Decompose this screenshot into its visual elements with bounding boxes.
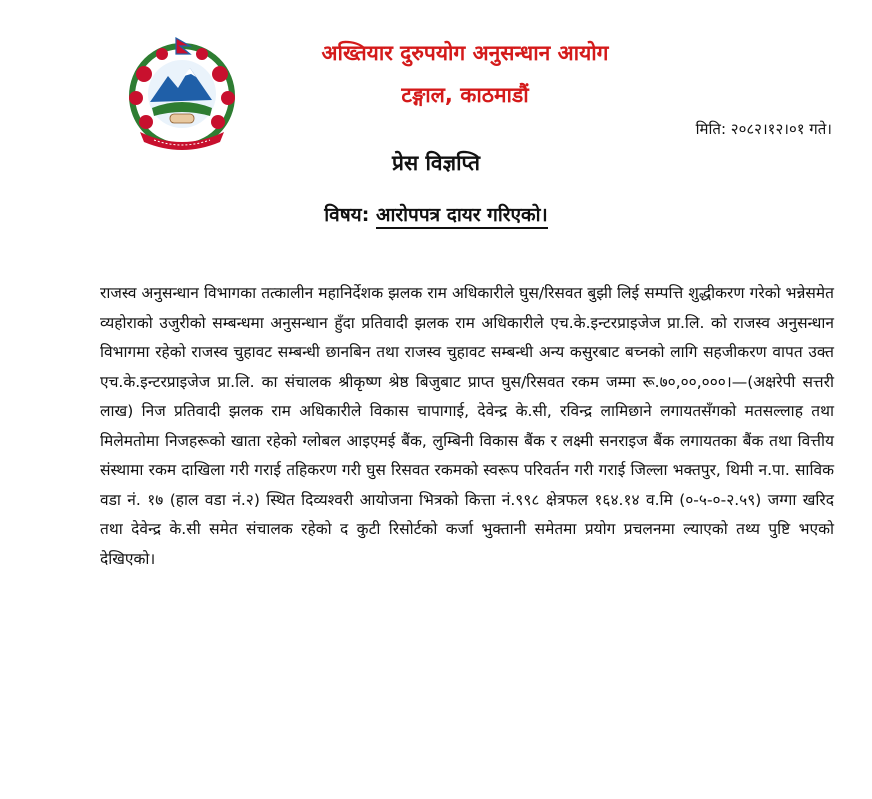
body-paragraph: राजस्व अनुसन्धान विभागका तत्कालीन महानिर्देशक झलक राम अधिकारीले घुस/रिसवत बुझी लिई सम्पत्ति शुद्धीकरण गरेको भन्नेसमेत व्यहोराको उजुरीको सम्बन्धमा अनुसन्धान हुँदा प्रतिवादी झलक राम अधिकारीले एच.के.इन्टरप्राइजेज प्रा.लि. को राजस्व अनुसन्धान विभागमा रहेको राजस्व चुहावट सम्बन्धी छानबिन तथा राजस्व चुहावट सम्बन्धी अन्य कसुरबाट बच्नको लागि सहजीकरण वापत उक्त एच.के.इन्टरप्राइजेज प्रा.लि. का संचालक श्रीकृष्ण श्रेष्ठ बिजुबाट प्राप्त घुस/रिसवत रकम जम्मा रू.७०,००,०००।—(अक्षरेपी सत्तरी लाख) निज प्रतिवादी झलक राम अधिकारीले विकास चापागाई, देवेन्द्र के.सी, रविन्द्र लामिछाने लगायतसँगको मतसल्लाह तथा मिलेमतोमा निजहरूको खाता रहेको ग्लोबल आइएमई बैंक, लुम्बिनी विकास बैंक र लक्ष्मी सनराइज बैंक लगायतका बैंक तथा वित्तीय संस्थामा रकम दाखिला गरी गराई तहिकरण गरी घुस रिसवत रकमको स्वरूप परिवर्तन गरी गराई जिल्ला भक्तपुर, थिमी न.पा. साविक वडा नं. १७ (हाल वडा नं.२) स्थित दिव्यश्वरी आयोजना भित्रको कित्ता नं.९९८ क्षेत्रफल १६४.१४ व.मि (०-५-०-२.५९) जग्गा खरिद तथा देवेन्द्र के.सी समेत संचालक रहेको द कुटी रिसोर्टको कर्जा भुक्तानी समेतमा प्रयोग प्रचलनमा ल्याएको तथ्य पुष्टि भएको देखिएको। xyxy=(100,284,834,568)
subject-text: आरोपपत्र दायर गरिएको। xyxy=(376,204,548,229)
organization-address: टङ्गाल, काठमाडौं xyxy=(401,83,529,107)
subject-line xyxy=(0,200,872,230)
press-release-title: प्रेस विज्ञप्ति xyxy=(392,151,480,175)
government-emblem-logo xyxy=(124,36,240,152)
organization-name: अख्तियार दुरुपयोग अनुसन्धान आयोग xyxy=(321,41,609,65)
subject-label: विषय: xyxy=(324,204,370,226)
date-line: मिति: २०८२।१२।०१ गते। xyxy=(695,120,832,138)
